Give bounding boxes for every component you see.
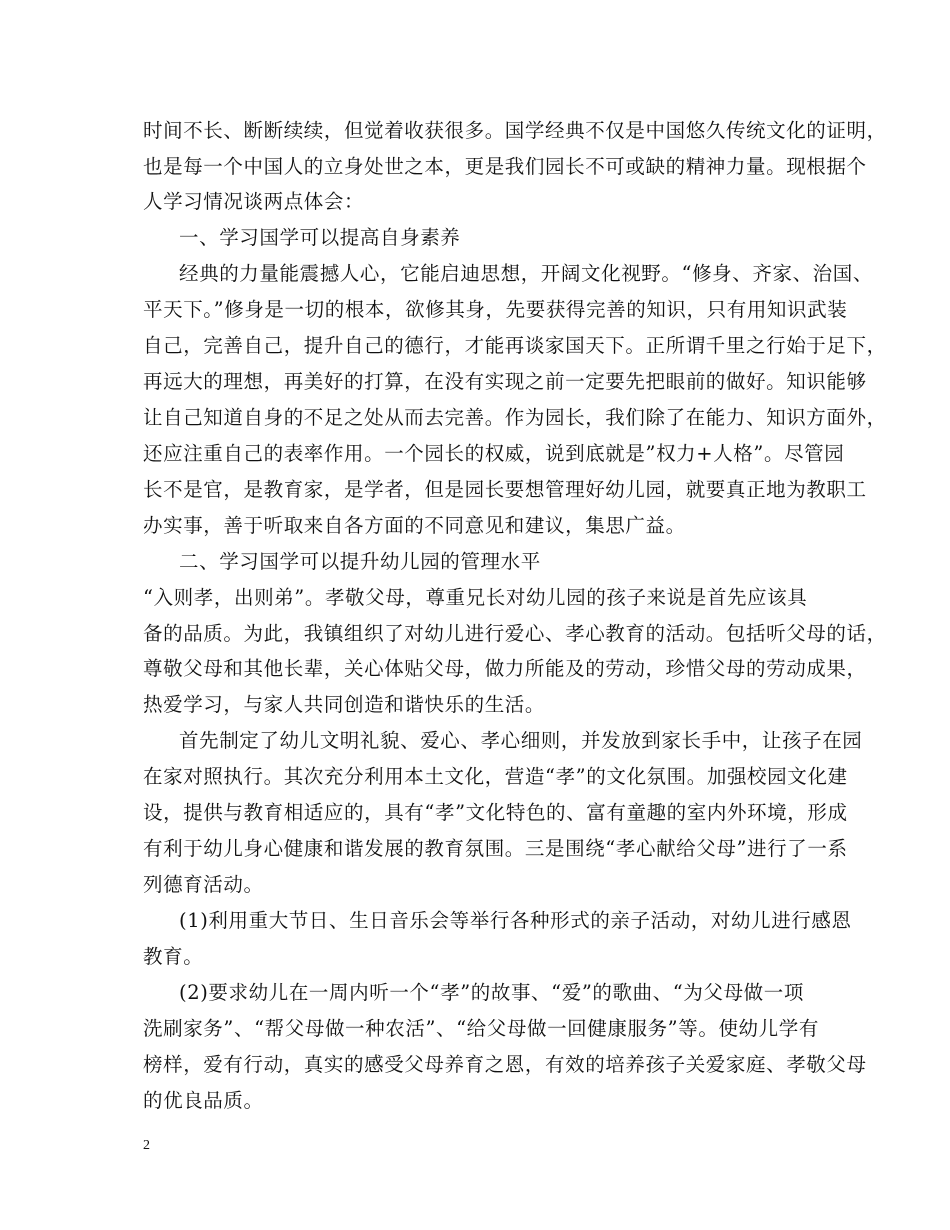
- page-number: 2: [143, 1138, 150, 1153]
- text-line: 平天下。”修身是一切的根本，欲修其身，先要获得完善的知识，只有用知识武装: [143, 298, 848, 321]
- text-line: 有利于幼儿身心健康和谐发展的教育氛围。三是围绕“孝心献给父母”进行了一系: [143, 837, 848, 860]
- text-line: 自己，完善自己，提升自己的德行，才能再谈家国天下。正所谓千里之行始于足下，: [143, 334, 887, 357]
- text-line: 备的品质。为此，我镇组织了对幼儿进行爱心、孝心教育的活动。包括听父母的话，: [143, 622, 887, 645]
- text-line: 长不是官，是教育家，是学者，但是园长要想管理好幼儿园，就要真正地为教职工: [143, 478, 867, 501]
- text-line: 在家对照执行。其次充分利用本土文化，营造“孝”的文化氛围。加强校园文化建: [143, 765, 848, 788]
- text-line: 的优良品质。: [143, 1089, 264, 1112]
- text-line: “入则孝，出则弟”。孝敬父母，尊重兄长对幼儿园的孩子来说是首先应该具: [143, 586, 808, 609]
- list-item-1: (1)利用重大节日、生日音乐会等举行各种形式的亲子活动，对幼儿进行感恩: [179, 909, 852, 932]
- section-heading-1: 一、学习国学可以提高自身素养: [179, 226, 461, 249]
- text-line: 让自己知道自身的不足之处从而去完善。作为园长，我们除了在能力、知识方面外，: [143, 406, 887, 429]
- text-line: 人学习情况谈两点体会：: [143, 190, 365, 213]
- text-line: 办实事，善于听取来自各方面的不同意见和建议，集思广益。: [143, 514, 686, 537]
- list-item-2: (2)要求幼儿在一周内听一个“孝”的故事、“爱”的歌曲、“为父母做一项: [179, 981, 804, 1004]
- text-line: 也是每一个中国人的立身处世之本，更是我们园长不可或缺的精神力量。现根据个: [143, 155, 867, 178]
- text-line: 设，提供与教育相适应的，具有“孝”文化特色的、富有童趣的室内外环境，形成: [143, 801, 848, 824]
- text-line: 经典的力量能震撼人心，它能启迪思想，开阔文化视野。“修身、齐家、治国、: [179, 262, 873, 285]
- section-heading-2: 二、学习国学可以提升幼儿园的管理水平: [179, 550, 541, 573]
- text-line: 再远大的理想，再美好的打算，在没有实现之前一定要先把眼前的做好。知识能够: [143, 370, 867, 393]
- text-line: 洗刷家务”、“帮父母做一种农活”、“给父母做一回健康服务”等。使幼儿学有: [143, 1017, 819, 1040]
- text-line: 热爱学习，与家人共同创造和谐快乐的生活。: [143, 693, 546, 716]
- text-line: 教育。: [143, 945, 204, 968]
- text-line: 列德育活动。: [143, 873, 264, 896]
- text-line: 时间不长、断断续续，但觉着收获很多。国学经典不仅是中国悠久传统文化的证明，: [143, 119, 887, 142]
- text-line: 尊敬父母和其他长辈，关心体贴父母，做力所能及的劳动，珍惜父母的劳动成果，: [143, 657, 867, 680]
- text-line: 还应注重自己的表率作用。一个园长的权威，说到底就是”权力+人格”。尽管园: [143, 442, 845, 465]
- text-line: 首先制定了幼儿文明礼貌、爱心、孝心细则，并发放到家长手中，让孩子在园: [179, 729, 863, 752]
- text-line: 榜样，爱有行动，真实的感受父母养育之恩，有效的培养孩子关爱家庭、孝敬父母: [143, 1053, 867, 1076]
